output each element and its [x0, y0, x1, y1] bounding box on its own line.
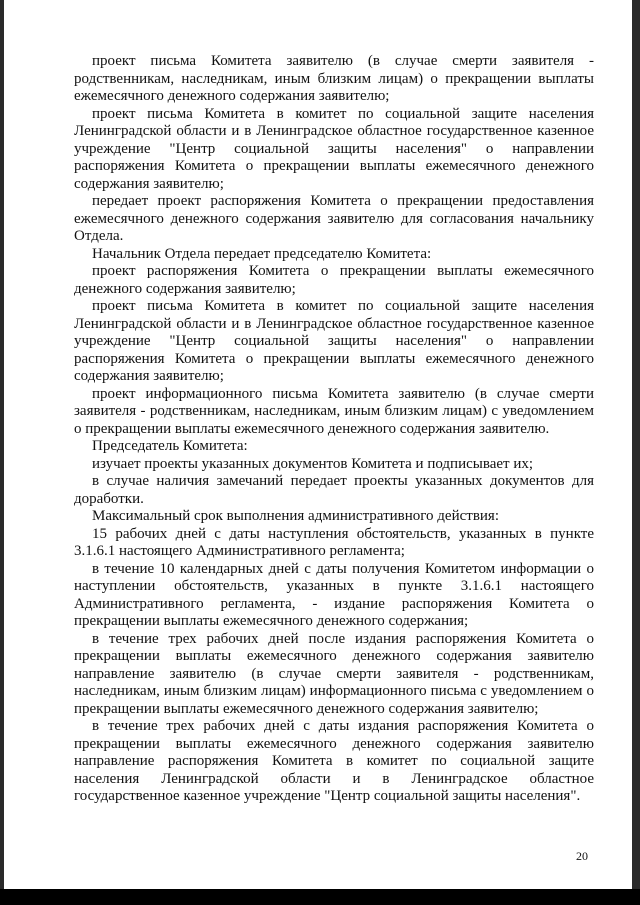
paragraph: в течение трех рабочих дней после издания распоряжения Комитета о прекращении выплаты ежемесячного денежного содержания заявителю направление заявителю (в случае смерти заявителя - родственникам, наследникам, иным близким лицам) информационного письма с уведомлением о прекращении выплаты ежемесячного денежного содержания заявителю; — [74, 630, 594, 717]
paragraph: изучает проекты указанных документов Комитета и подписывает их; — [92, 455, 534, 472]
scan-border-left — [0, 0, 4, 889]
scan-border-right — [632, 0, 640, 889]
paragraph: проект информационного письма Комитета заявителю (в случае смерти заявителя - родственникам, наследникам, иным близким лицам) с уведомлением о прекращении выплаты ежемесячного денежного содержания заявителю. — [74, 385, 594, 437]
paragraph: в течение трех рабочих дней с даты издания распоряжения Комитета о прекращении выплаты ежемесячного денежного содержания заявителю направление распоряжения Комитета в комитет по социальной защите населения Ленинградской области и в Ленинградское областное государственное казенное учреждение "Центр социальной защиты населения". — [74, 718, 594, 804]
paragraph: в случае наличия замечаний передает проекты указанных документов для доработки. — [74, 473, 594, 507]
paragraph: в течение 10 календарных дней с даты получения Комитетом информации о наступлении обстоятельств, указанных в пункте 3.1.6.1 настоящего Административного регламента, - издание распоряжения Комитета о прекращении выплаты ежемесячного денежного содержания; — [74, 560, 594, 629]
paragraph: передает проект распоряжения Комитета о прекращении предоставления ежемесячного денежного содержания заявителю для согласования начальнику Отдела. — [74, 193, 594, 244]
document-page — [4, 0, 632, 889]
paragraph: проект распоряжения Комитета о прекращении выплаты ежемесячного денежного содержания заявителю; — [74, 263, 594, 297]
paragraph: Председатель Комитета: — [92, 438, 248, 454]
paragraph: проект письма Комитета в комитет по социальной защите населения Ленинградской области и в Ленинградское областное государственное казенное учреждение "Центр социальной защиты населения" о направлении распоряжения Комитета о прекращении выплаты ежемесячного денежного содержания заявителю; — [74, 298, 594, 384]
paragraph: проект письма Комитета заявителю (в случае смерти заявителя - родственникам, наследникам, иным близким лицам) о прекращении выплаты ежемесячного денежного содержания заявителю; — [74, 53, 594, 104]
body-text — [74, 53, 594, 806]
page-number: 20 — [576, 849, 588, 863]
scan-border-bottom — [0, 889, 640, 905]
paragraph: проект письма Комитета в комитет по социальной защите населения Ленинградской области и в Ленинградское областное государственное казенное учреждение "Центр социальной защиты населения" о направлении распоряжения Комитета о прекращении выплаты ежемесячного денежного содержания заявителю; — [74, 105, 594, 192]
paragraph: Начальник Отдела передает председателю Комитета: — [92, 245, 432, 262]
paragraph: 15 рабочих дней с даты наступления обстоятельств, указанных в пункте 3.1.6.1 настоящего Административного регламента; — [74, 525, 594, 559]
paragraph: Максимальный срок выполнения административного действия: — [92, 508, 499, 524]
